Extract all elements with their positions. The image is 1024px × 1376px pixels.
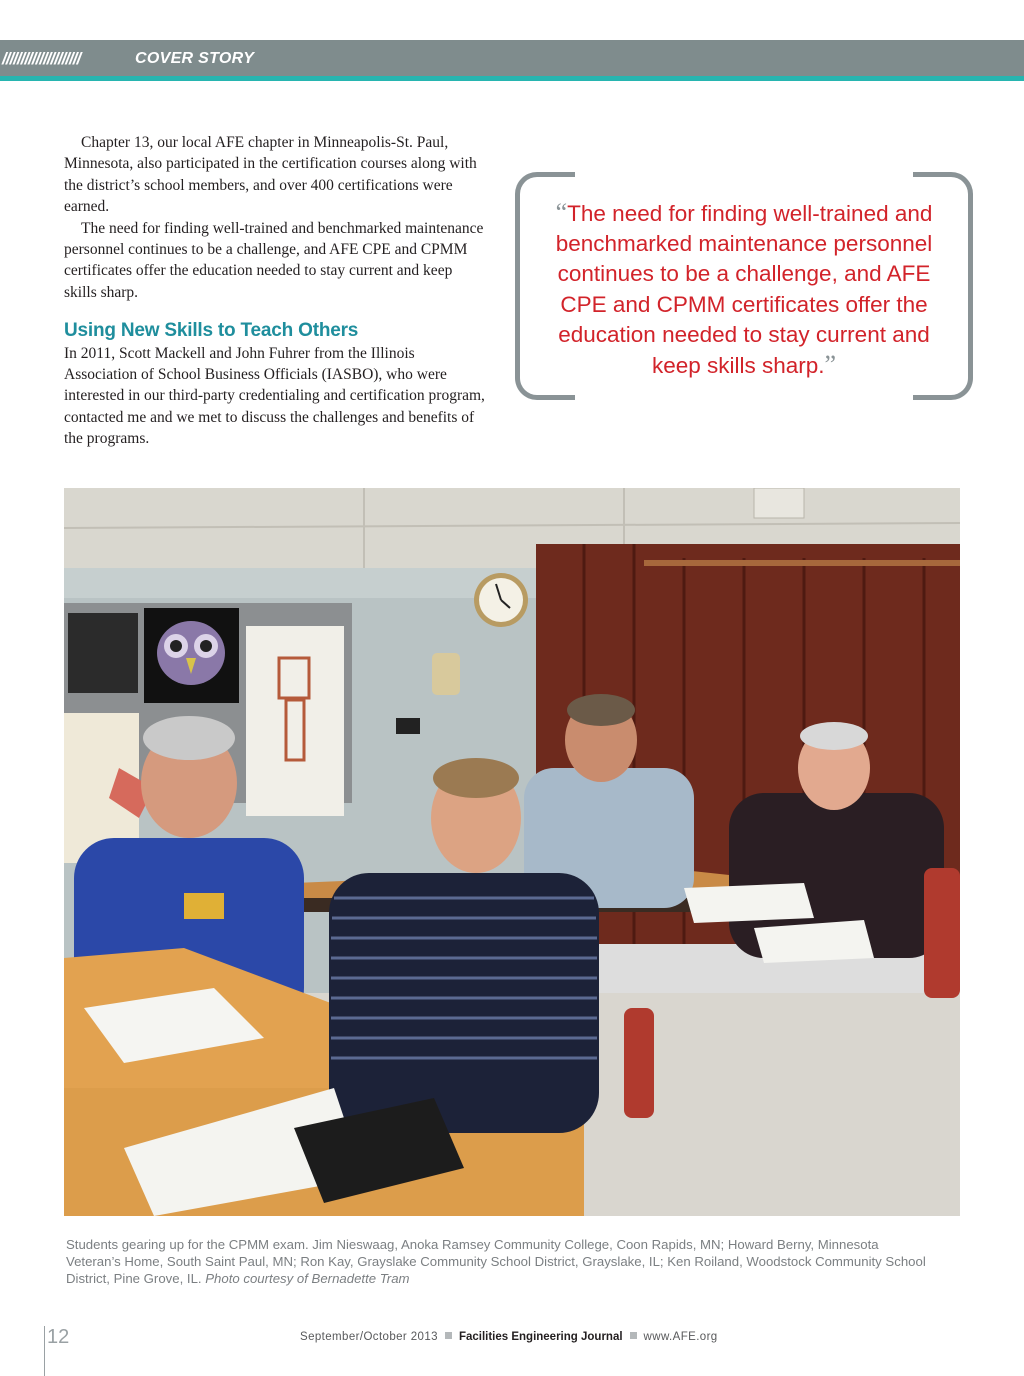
paragraph-2: The need for finding well-trained and benchmarked maintenance personnel continues to be a challenge, and AFE CPE and CPMM certificates offer the education needed to stay current and keep skills sharp. — [64, 219, 484, 301]
paragraph-1: Chapter 13, our local AFE chapter in Minneapolis-St. Paul, Minnesota, also participated in the certification courses along with the district’s school members, and over 400 certifications were earned. — [64, 134, 477, 216]
page-number: 12 — [47, 1326, 70, 1348]
photo-caption — [66, 1236, 936, 1287]
page-number-rule — [44, 1326, 45, 1376]
footer-website: www.AFE.org — [643, 1331, 718, 1343]
header-accent-stripe — [0, 76, 1024, 81]
section-header-band — [0, 40, 1024, 76]
pull-quote-body: The need for finding well-trained and benchmarked maintenance personnel continues to be a challenge, and AFE CPE and CPMM certificates offer the education needed to stay current and keep skills sharp. — [555, 201, 933, 379]
classroom-photo — [64, 488, 960, 1216]
classroom-photo-illustration — [64, 488, 960, 1216]
paragraph-3: In 2011, Scott Mackell and John Fuhrer from the Illinois Association of School Business Officials (IASBO), who were interested in our third-party credentialing and certification program, contacted me and we met to discuss the challenges and benefits of the programs. — [64, 344, 485, 448]
subhead: Using New Skills to Teach Others — [64, 320, 359, 342]
close-quote-mark: ” — [824, 350, 837, 380]
footer-journal: Facilities Engineering Journal — [458, 1331, 623, 1343]
photo-credit: Photo courtesy of Bernadette Tram — [205, 1271, 410, 1286]
open-quote-mark: “ — [555, 198, 568, 227]
caption-text: Students gearing up for the CPMM exam. Jim Nieswaag, Anoka Ramsey Community College, Coon Rapids, MN; Howard Berny, Minnesota Veteran’s Home, South Saint Paul, MN; Ron Kay, Grayslake Community School District, Grayslake, IL; Ken Roiland, Woodstock Community School District, Pine Grove, IL. — [66, 1237, 926, 1286]
page-footer — [300, 1331, 730, 1343]
article-body — [64, 132, 486, 450]
footer-separator — [630, 1332, 637, 1339]
section-label: COVER STORY — [135, 50, 255, 67]
header-slashes: ///////////////////// — [2, 49, 81, 68]
footer-separator — [445, 1332, 452, 1339]
pull-quote — [515, 172, 973, 400]
footer-issue: September/October 2013 — [300, 1331, 438, 1343]
pull-quote-text — [537, 198, 951, 381]
